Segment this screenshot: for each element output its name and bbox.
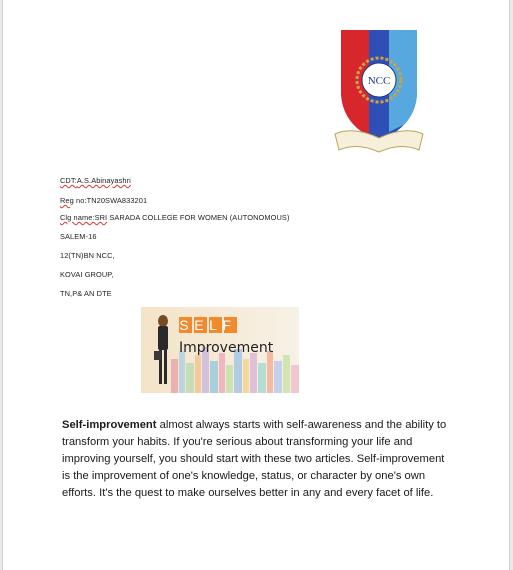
- ncc-emblem: [333, 26, 425, 154]
- reg-no: no:TN20SWA833201: [73, 196, 148, 205]
- reg-prefix: Reg: [60, 196, 74, 205]
- self-letters: [179, 317, 237, 333]
- college-name: SARADA COLLEGE FOR WOMEN (AUTONOMOUS): [107, 213, 290, 222]
- directorate-line: TN,P& AN DTE: [60, 289, 112, 298]
- article-paragraph: [62, 417, 452, 502]
- reg-no-line: [60, 196, 147, 205]
- page-right-border: [509, 0, 510, 570]
- article-lead: Self-improvement: [62, 419, 157, 431]
- cadet-name: A.S.Abinayashri: [76, 176, 131, 185]
- page-left-border: [2, 0, 3, 570]
- banner-improvement-text: Improvement: [179, 340, 274, 356]
- self-improvement-banner: [141, 307, 299, 393]
- cadet-name-prefix: CDT:: [60, 176, 77, 185]
- college-prefix: Clg name:SRI: [60, 213, 108, 222]
- article-body: almost always starts with self-awareness and the ability to transform your habits. If you're serious about transforming your life and improving yourself, you should start with these two articles. Self-improvement is the improvement of one's knowledge, status, or character by one's own efforts. It's the quest to make ourselves better in any and every facet of life.: [62, 419, 447, 499]
- banner-self-text: SELF: [179, 317, 237, 333]
- college-line: [60, 213, 290, 222]
- emblem-label: NCC: [367, 75, 391, 87]
- document-page: [2, 0, 510, 570]
- unit-line: 12(TN)BN NCC,: [60, 251, 115, 260]
- cadet-name-line: [60, 176, 131, 185]
- group-line: KOVAI GROUP,: [60, 270, 114, 279]
- city-line: SALEM-16: [60, 232, 97, 241]
